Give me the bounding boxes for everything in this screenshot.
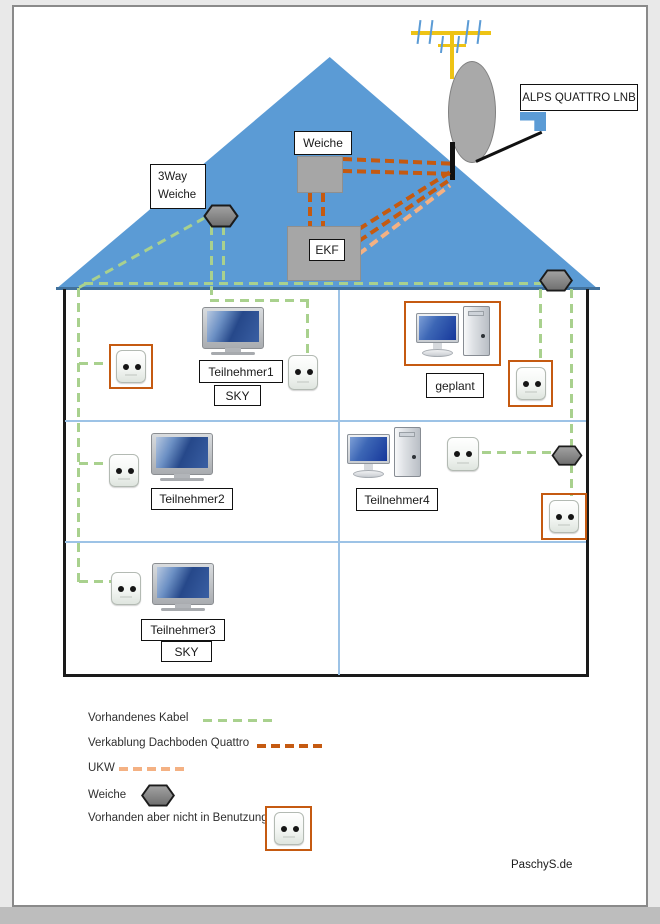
legend-outlet-icon: [274, 812, 304, 845]
weiche-device-box: [297, 156, 343, 193]
house-floor-bottom: [63, 674, 589, 677]
legend-item-weiche: Weiche: [88, 789, 127, 801]
cable-green-elbow-vertical: [306, 299, 309, 358]
sat-outlet-icon: [447, 437, 479, 471]
floor-divider-1: [65, 420, 586, 422]
cable-green-right-drop-1: [539, 289, 542, 363]
cable-green-hex-down-2: [222, 226, 225, 286]
sky-label-top: SKY: [214, 385, 261, 406]
cable-green-stub-floor1: [79, 362, 111, 365]
threeway-weiche-label: 3Way Weiche: [150, 164, 206, 209]
legend-item-vorhandenes-kabel: Vorhandenes Kabel: [88, 712, 189, 724]
outlet-teilnehmer1: [288, 355, 318, 390]
legend-weiche-hexagon-icon: [139, 784, 177, 812]
teilnehmer3-label: Teilnehmer3: [141, 619, 225, 641]
outlet-teilnehmer4: [447, 437, 479, 471]
page-bottom-shadow: [0, 907, 660, 924]
sat-outlet-icon: [116, 350, 146, 383]
cable-green-hex-down-1: [210, 226, 213, 302]
weiche-label: Weiche: [294, 131, 352, 155]
cable-green-right-drop-2: [570, 289, 573, 447]
pc-geplant-box: [404, 301, 501, 366]
cable-green-elbow-horizontal: [210, 299, 310, 302]
legend-item-vorhanden-nicht-benutzt: Vorhanden aber nicht in Benutzung: [88, 812, 268, 824]
alps-quattro-lnb-label: ALPS QUATTRO LNB: [520, 84, 638, 111]
site-credit: PaschyS.de: [511, 859, 573, 871]
legend-item-ukw: UKW: [88, 762, 115, 774]
legend-item-verkablung-dachboden: Verkablung Dachboden Quattro: [88, 737, 250, 749]
teilnehmer1-label: Teilnehmer1: [199, 360, 283, 383]
cable-green-left-wall: [77, 288, 80, 584]
computer-teilnehmer4-icon: [347, 427, 421, 483]
cable-quattro-weiche-ekf-1: [308, 193, 312, 227]
sat-outlet-icon: [516, 367, 546, 400]
house-left-wall: [63, 289, 66, 677]
cable-green-stub-floor3: [79, 580, 114, 583]
outlet-geplant-box: [508, 360, 553, 407]
cable-green-stub-floor2: [79, 462, 109, 465]
legend-green-dash-swatch: [203, 719, 272, 722]
geplant-label: geplant: [426, 373, 484, 398]
house-eave-line: [56, 287, 600, 290]
outlet-teilnehmer3: [111, 572, 141, 605]
tv-teilnehmer2-icon: [151, 433, 213, 475]
legend-peach-dash-swatch: [119, 767, 184, 771]
wall-weiche-hexagon-icon: [550, 445, 584, 471]
sat-outlet-icon: [288, 355, 318, 390]
sat-outlet-icon: [109, 454, 139, 487]
teilnehmer2-label: Teilnehmer2: [151, 488, 233, 510]
ekf-label: EKF: [309, 239, 345, 261]
legend-unused-outlet-box: [265, 806, 312, 851]
legend-orange-dash-swatch: [257, 744, 324, 748]
house-right-wall: [586, 289, 589, 677]
sat-outlet-icon: [111, 572, 141, 605]
outlet-unused-floor2-box: [541, 493, 587, 540]
cable-green-outlet4-hex: [482, 451, 552, 454]
eave-weiche-hexagon-icon: [538, 269, 574, 297]
satellite-dish-icon: [448, 61, 496, 163]
teilnehmer4-label: Teilnehmer4: [356, 488, 438, 511]
outlet-unused-floor1-box: [109, 344, 153, 389]
tv-teilnehmer1-icon: [202, 307, 264, 349]
attic-weiche-hexagon-icon: [203, 204, 239, 233]
room-divider-vertical: [338, 290, 340, 675]
floor-divider-2: [65, 541, 586, 543]
cable-green-eave-run: [84, 282, 541, 285]
tv-teilnehmer3-icon: [152, 563, 214, 605]
sat-outlet-icon: [549, 500, 579, 533]
sky-label-bottom: SKY: [161, 641, 212, 662]
outlet-teilnehmer2: [109, 454, 139, 487]
cable-quattro-weiche-ekf-2: [321, 193, 325, 227]
computer-geplant-icon: [416, 306, 490, 362]
